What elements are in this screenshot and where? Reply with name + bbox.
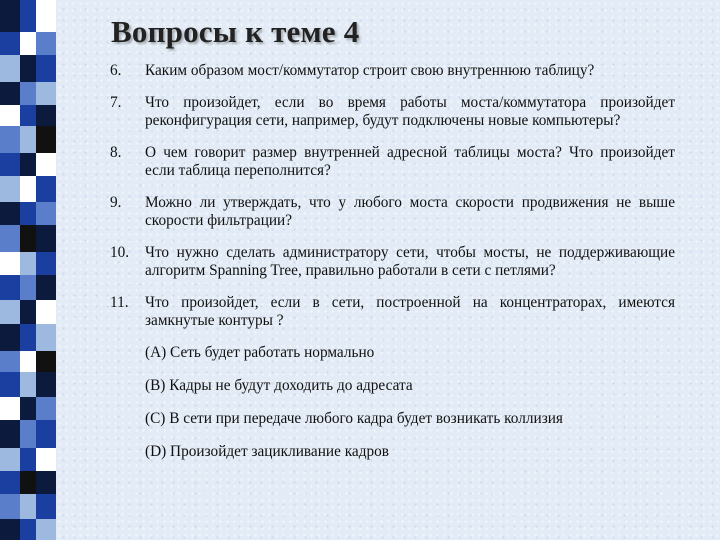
stripe-cell xyxy=(36,252,56,275)
stripe-cell xyxy=(20,252,36,275)
stripe-cell xyxy=(20,351,36,372)
stripe-cell xyxy=(0,0,20,32)
stripe-block xyxy=(0,324,56,351)
question-8 xyxy=(110,144,675,180)
stripe-block xyxy=(0,448,56,471)
question-6 xyxy=(110,62,675,80)
question-number: 8. xyxy=(110,144,122,161)
stripe-cell xyxy=(20,105,36,126)
stripe-cell xyxy=(0,471,20,494)
stripe-cell xyxy=(36,448,56,471)
question-text: Каким образом мост/коммутатор строит свою внутреннюю таблицу? xyxy=(145,62,595,79)
stripe-cell xyxy=(36,126,56,153)
stripe-block xyxy=(0,202,56,225)
stripe-cell xyxy=(36,55,56,82)
stripe-block xyxy=(0,494,56,519)
stripe-block xyxy=(0,32,56,55)
stripe-cell xyxy=(0,252,20,275)
question-number: 10. xyxy=(110,244,130,261)
stripe-cell xyxy=(20,397,36,420)
stripe-cell xyxy=(0,351,20,372)
answer-option-d: (D) Произойдет зацикливание кадров xyxy=(145,443,390,460)
stripe-cell xyxy=(20,448,36,471)
stripe-block xyxy=(0,397,56,420)
stripe-cell xyxy=(20,275,36,300)
stripe-cell xyxy=(20,55,36,82)
stripe-block xyxy=(0,275,56,300)
stripe-cell xyxy=(36,153,56,176)
stripe-cell xyxy=(36,494,56,519)
stripe-cell xyxy=(36,519,56,540)
stripe-block xyxy=(0,519,56,540)
stripe-cell xyxy=(0,82,20,105)
stripe-block xyxy=(0,471,56,494)
stripe-cell xyxy=(0,105,20,126)
stripe-cell xyxy=(0,397,20,420)
stripe-cell xyxy=(20,176,36,201)
slide-title: Вопросы к теме 4 xyxy=(111,14,360,49)
stripe-cell xyxy=(20,372,36,397)
stripe-cell xyxy=(36,202,56,225)
stripe-block xyxy=(0,82,56,105)
stripe-cell xyxy=(20,324,36,351)
stripe-cell xyxy=(0,448,20,471)
stripe-block xyxy=(0,225,56,252)
question-11 xyxy=(110,294,675,330)
question-10 xyxy=(110,244,675,280)
answer-option-c: (C) В сети при передаче любого кадра будет возникать коллизия xyxy=(145,410,563,427)
stripe-cell xyxy=(36,176,56,201)
stripe-cell xyxy=(0,153,20,176)
stripe-cell xyxy=(36,300,56,323)
stripe-cell xyxy=(20,32,36,55)
stripe-cell xyxy=(0,55,20,82)
stripe-cell xyxy=(20,494,36,519)
question-number: 11. xyxy=(110,294,129,311)
stripe-cell xyxy=(0,324,20,351)
question-text: Что произойдет, если во время работы моста/коммутатора произойдет реконфигурация сети, например, будут подключены новые компьютеры? xyxy=(145,94,675,129)
stripe-block xyxy=(0,153,56,176)
question-number: 6. xyxy=(110,62,122,79)
stripe-cell xyxy=(36,105,56,126)
stripe-block xyxy=(0,252,56,275)
answer-option-a: (A) Сеть будет работать нормально xyxy=(145,344,375,361)
stripe-cell xyxy=(0,176,20,201)
stripe-block xyxy=(0,105,56,126)
question-text: Что нужно сделать администратору сети, чтобы мосты, не поддерживающие алгоритм Spanning Tree, правильно работали в сети с петлями? xyxy=(145,244,675,279)
question-text: Что произойдет, если в сети, построенной на концентраторах, имеются замкнутые контуры ? xyxy=(145,294,675,329)
decorative-stripe xyxy=(0,0,56,540)
stripe-block xyxy=(0,372,56,397)
stripe-cell xyxy=(0,420,20,447)
question-number: 9. xyxy=(110,194,122,211)
stripe-cell xyxy=(36,82,56,105)
stripe-cell xyxy=(36,275,56,300)
stripe-block xyxy=(0,351,56,372)
stripe-block xyxy=(0,0,56,32)
question-text: Можно ли утверждать, что у любого моста скорости продвижения не выше скорости фильтрации? xyxy=(145,194,675,229)
question-text: О чем говорит размер внутренней адресной таблицы моста? Что произойдет если таблица переполнится? xyxy=(145,144,675,179)
stripe-cell xyxy=(36,225,56,252)
stripe-cell xyxy=(0,202,20,225)
stripe-block xyxy=(0,126,56,153)
stripe-cell xyxy=(20,202,36,225)
stripe-cell xyxy=(0,372,20,397)
stripe-cell xyxy=(36,372,56,397)
stripe-cell xyxy=(20,0,36,32)
stripe-block xyxy=(0,55,56,82)
stripe-cell xyxy=(20,471,36,494)
stripe-cell xyxy=(36,0,56,32)
stripe-cell xyxy=(36,397,56,420)
stripe-cell xyxy=(20,82,36,105)
stripe-block xyxy=(0,420,56,447)
stripe-cell xyxy=(0,126,20,153)
stripe-cell xyxy=(0,275,20,300)
question-7 xyxy=(110,94,675,130)
stripe-cell xyxy=(36,420,56,447)
stripe-cell xyxy=(20,519,36,540)
question-number: 7. xyxy=(110,94,122,111)
stripe-cell xyxy=(36,351,56,372)
stripe-cell xyxy=(0,494,20,519)
answer-option-b: (B) Кадры не будут доходить до адресата xyxy=(145,377,413,394)
stripe-cell xyxy=(20,420,36,447)
question-9 xyxy=(110,194,675,230)
slide-content xyxy=(110,62,675,476)
stripe-block xyxy=(0,176,56,201)
stripe-cell xyxy=(0,300,20,323)
stripe-cell xyxy=(20,225,36,252)
stripe-cell xyxy=(20,153,36,176)
stripe-cell xyxy=(0,32,20,55)
stripe-cell xyxy=(0,519,20,540)
stripe-cell xyxy=(36,324,56,351)
stripe-cell xyxy=(20,300,36,323)
stripe-cell xyxy=(36,471,56,494)
stripe-cell xyxy=(20,126,36,153)
stripe-cell xyxy=(36,32,56,55)
stripe-cell xyxy=(0,225,20,252)
stripe-block xyxy=(0,300,56,323)
